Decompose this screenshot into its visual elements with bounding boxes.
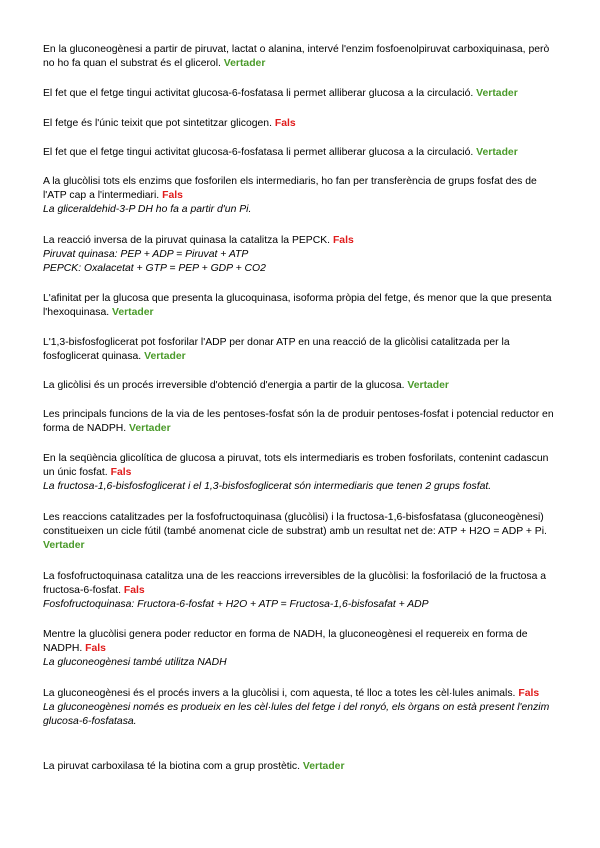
- false-label: Fals: [274, 118, 296, 129]
- true-label: Vertader: [112, 307, 154, 318]
- false-label: Fals: [332, 235, 354, 246]
- statement-text: La glicòlisi és un procés irreversible d'obtenció d'energia a partir de la glucosa. Vertader: [43, 380, 449, 391]
- statement-item: [43, 234, 558, 276]
- true-label: Vertader: [129, 423, 171, 434]
- statement-item: [43, 408, 558, 436]
- statement-item: [43, 87, 558, 101]
- statement-item: [43, 511, 558, 553]
- statement-item: [43, 687, 558, 729]
- statement-text: A la glucòlisi tots els enzims que fosforilen els intermediaris, ho fan per transferència de grups fosfat des de l'ATP cap a l'intermediari. Fals: [43, 176, 537, 201]
- statement-item: [43, 760, 558, 774]
- true-label: Vertader: [476, 88, 518, 99]
- statement-item: [43, 175, 558, 217]
- explanation-note: La fructosa-1,6-bisfosfoglicerat i el 1,3-bisfosfoglicerat són intermediaris que tenen 2 grups fosfat.: [43, 481, 492, 492]
- statement-item: [43, 292, 558, 320]
- statement-item: [43, 336, 558, 364]
- statement-text: L'1,3-bisfosfoglicerat pot fosforilar l'ADP per donar ATP en una reacció de la glicòlisi catalitzada per la fosfoglicerat quinasa. Vertader: [43, 337, 510, 362]
- explanation-note: Fosfofructoquinasa: Fructora-6-fosfat + H2O + ATP = Fructosa-1,6-bisfosafat + ADP: [43, 599, 429, 610]
- statement-text: Mentre la glucòlisi genera poder reductor en forma de NADH, la gluconeogènesi el requereix en forma de NADPH. Fals: [43, 629, 528, 654]
- statement-item: [43, 379, 558, 393]
- true-label: Vertader: [476, 147, 518, 158]
- true-label: Vertader: [302, 761, 345, 772]
- statement-item: [43, 146, 558, 160]
- statement-text: Les reaccions catalitzades per la fosfofructoquinasa (glucòlisi) i la fructosa-1,6-bisfosfatasa (gluconeogènesi) constitueixen un cicle fútil (també anomenat cicle de substrat) amb un resultat net de: ATP + H2O = ADP + Pi. Vertader: [43, 512, 547, 551]
- statement-text: La gluconeogènesi és el procés invers a la glucòlisi i, com aquesta, té lloc a totes les cèl·lules animals. Fals: [43, 688, 540, 699]
- statement-text: La fosfofructoquinasa catalitza una de les reaccions irreversibles de la glucòlisi: la fosforilació de la fructosa a fructosa-6-fosfat. Fals: [43, 571, 547, 596]
- statement-text: En la gluconeogènesi a partir de piruvat, lactat o alanina, intervé l'enzim fosfoenolpiruvat carboxiquinasa, però no ho fa quan el substrat és el glicerol. Vertader: [43, 44, 550, 69]
- statement-text: Les principals funcions de la via de les pentoses-fosfat són la de produir pentoses-fosfat i potencial reductor en forma de NADPH. Vertader: [43, 409, 554, 434]
- explanation-note: La gluconeogènesi també utilitza NADH: [43, 657, 227, 668]
- statement-text: La piruvat carboxilasa té la biotina com a grup prostètic. Vertader: [43, 761, 345, 772]
- explanation-note: La gluconeogènesi només es produeix en les cèl·lules del fetge i del ronyó, els òrgans on està present l'enzim glucosa-6-fosfatasa.: [43, 702, 550, 727]
- false-label: Fals: [110, 467, 132, 478]
- statement-item: [43, 43, 558, 71]
- explanation-note: PEPCK: Oxalacetat + GTP = PEP + GDP + CO2: [43, 263, 266, 274]
- explanation-note: La gliceraldehid-3-P DH ho fa a partir d'un Pi.: [43, 204, 252, 215]
- statement-text: El fetge és l'únic teixit que pot sintetitzar glicogen. Fals: [43, 118, 296, 129]
- statement-item: [43, 570, 558, 612]
- statement-text: La reacció inversa de la piruvat quinasa la catalitza la PEPCK. Fals: [43, 235, 354, 246]
- true-label: Vertader: [223, 58, 266, 69]
- explanation-note: Piruvat quinasa: PEP + ADP = Piruvat + ATP: [43, 249, 249, 260]
- statement-item: [43, 117, 558, 131]
- statement-text: El fet que el fetge tingui activitat glucosa-6-fosfatasa li permet alliberar glucosa a la circulació. Vertader: [43, 88, 518, 99]
- statement-item: [43, 452, 558, 494]
- statement-item: [43, 628, 558, 670]
- false-label: Fals: [123, 585, 145, 596]
- statement-text: L'afinitat per la glucosa que presenta la glucoquinasa, isoforma pròpia del fetge, és menor que la que presenta l'hexoquinasa. Vertader: [43, 293, 552, 318]
- true-label: Vertader: [144, 351, 186, 362]
- true-label: Vertader: [43, 540, 85, 551]
- false-label: Fals: [518, 688, 540, 699]
- statement-text: En la seqüència glicolítica de glucosa a piruvat, tots els intermediaris es troben fosforilats, contenint cadascun un únic fosfat. Fals: [43, 453, 549, 478]
- true-label: Vertader: [407, 380, 449, 391]
- false-label: Fals: [162, 190, 183, 201]
- statement-text: El fet que el fetge tingui activitat glucosa-6-fosfatasa li permet alliberar glucosa a la circulació. Vertader: [43, 147, 518, 158]
- false-label: Fals: [85, 643, 106, 654]
